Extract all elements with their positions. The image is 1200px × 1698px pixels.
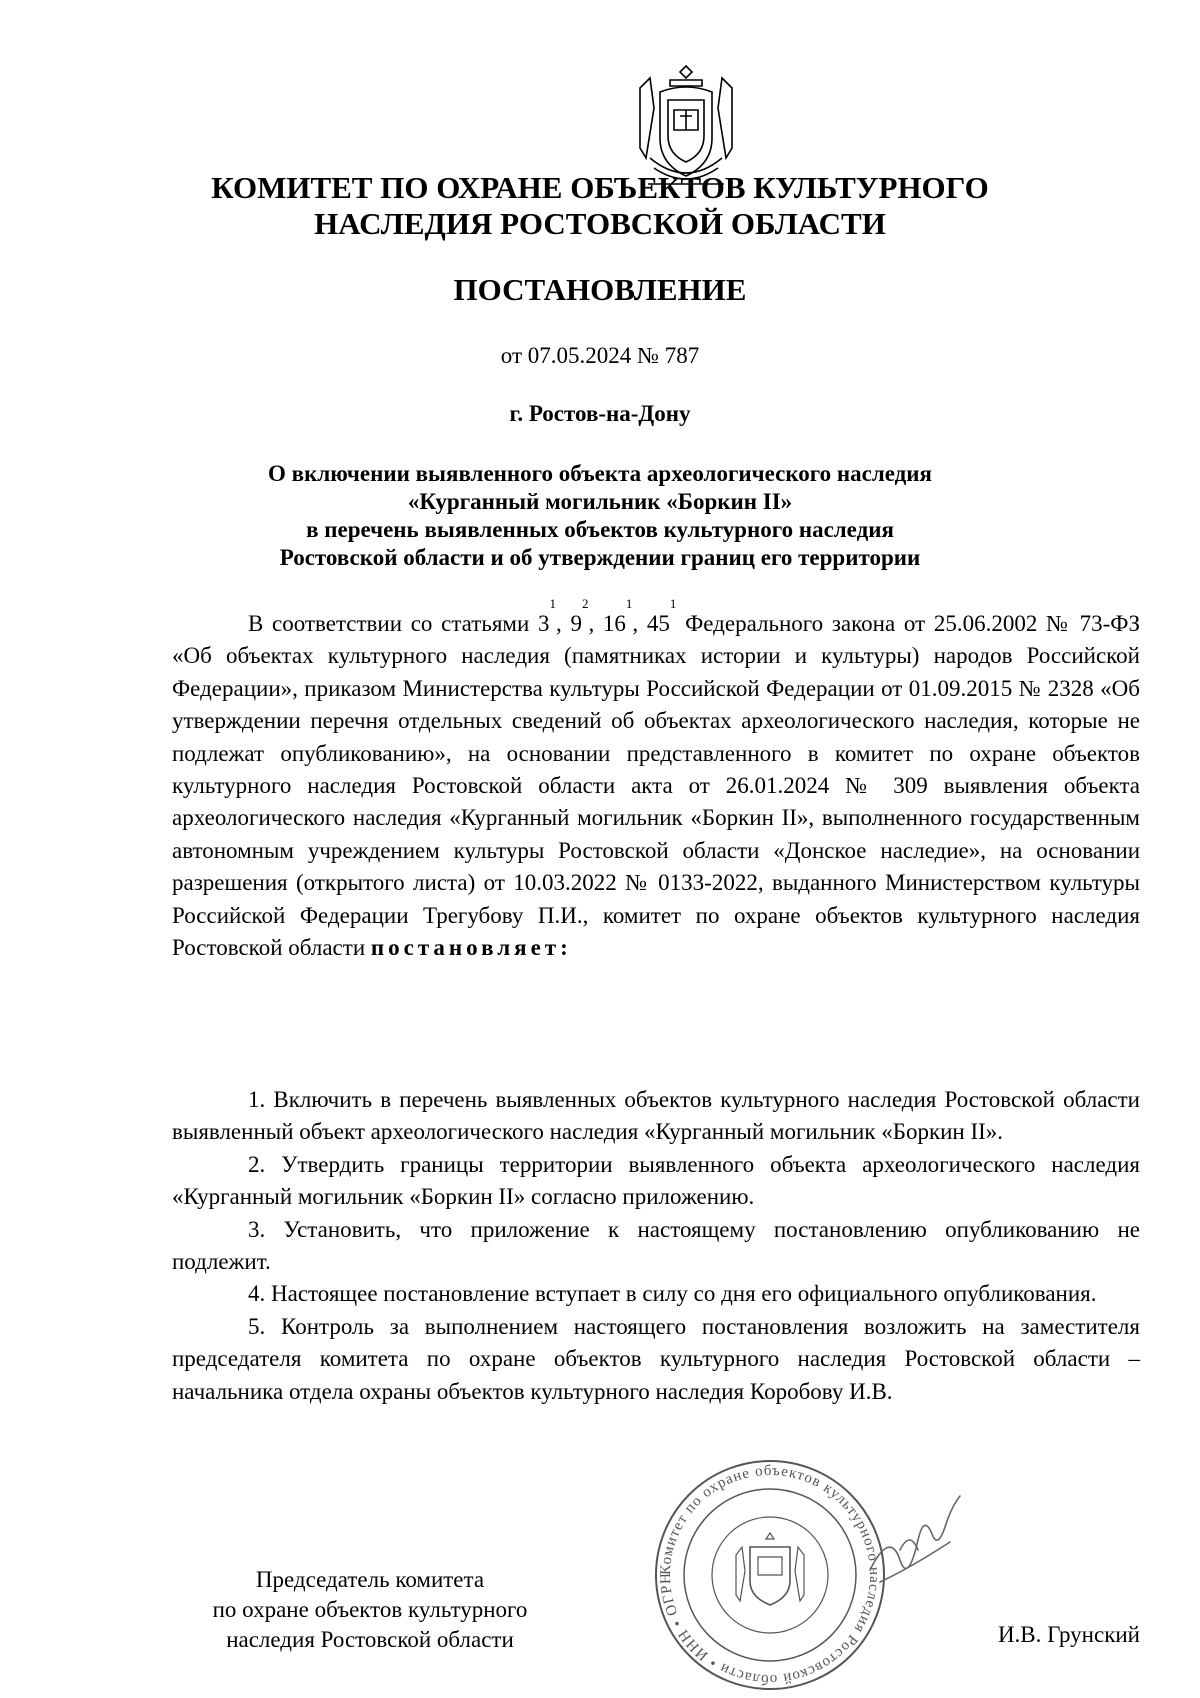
resolution-item: 1. Включить в перечень выявленных объектов культурного наследия Ростовской области выявленный объект археологического наследия «Курганный могильник «Боркин II». <box>172 1087 1140 1145</box>
resolution-item: 3. Установить, что приложение к настоящему постановлению опубликованию не подлежит. <box>172 1216 1140 1275</box>
signer-name: И.В. Грунский <box>997 1622 1140 1647</box>
signer-position-line-3: наследия Ростовской области <box>226 1627 514 1652</box>
signature-icon <box>860 1490 970 1600</box>
preamble-paragraph <box>172 596 1141 964</box>
subject-line-2: «Курганный могильник «Боркин II» <box>407 489 793 514</box>
article-superscript-4: 1 <box>669 596 677 611</box>
preamble-sep-1: , 9 <box>555 611 582 636</box>
seal-text-path: Комитет по охране объектов культурного наследия Ростовской области • ИНН • ОГРН <box>657 1462 883 1688</box>
document-date-number: от 07.05.2024 № 787 <box>500 343 700 368</box>
signer-position-line-1: Председатель комитета <box>255 1567 485 1592</box>
subject-line-1: О включении выявленного объекта археологического наследия <box>268 461 932 486</box>
organization-title <box>150 170 1050 242</box>
article-superscript-1: 1 <box>549 596 556 611</box>
preamble-sep-2: , 16 <box>588 611 626 636</box>
preamble-sep-3: , 45 <box>632 611 670 636</box>
organization-title-line-1: КОМИТЕТ ПО ОХРАНЕ ОБЪЕКТОВ КУЛЬТУРНОГО <box>211 170 989 205</box>
resolves-word: постановляет: <box>370 935 572 961</box>
preamble-rest: Федерального закона от 25.06.2002 № 73-ФЗ «Об объектах культурного наследия (памятниках истории и культуры) народов Российской Федерации», приказом Министерства культуры Российской Федерации от 01.09.2015 № 2328 «Об утверждении перечня отдельных сведений об объектах археологического наследия, которые не подлежат опубликованию», на основании представленного в комитет по охране объектов культурного наследия Ростовской области акта от 26.01.2024 № 309 выявления объекта археологического наследия «Курганный могильник «Боркин II», выполненного государственным автономным учреждением культуры Ростовской области «Донское наследие», на основании разрешения (открытого листа) от 10.03.2022 № 0133-2022, выданного Министерством культуры Российской Федерации Трегубову П.И., комитет по охране объектов культурного наследия Ростовской области <box>172 611 1141 961</box>
resolution-items <box>172 1084 1140 1408</box>
resolution-item: 5. Контроль за выполнением настоящего постановления возложить на заместителя председателя комитета по охране объектов культурного наследия Ростовской области – начальника отдела охраны объектов культурного наследия Коробову И.В. <box>172 1313 1140 1404</box>
resolution-item: 4. Настоящее постановление вступает в силу со дня его официального опубликования. <box>248 1281 1097 1307</box>
subject-line-3: в перечень выявленных объектов культурного наследия <box>306 517 894 542</box>
resolution-item: 2. Утвердить границы территории выявленного объекта археологического наследия «Курганный могильник «Боркин II» согласно приложению. <box>172 1151 1140 1210</box>
document-type: ПОСТАНОВЛЕНИЕ <box>453 272 747 307</box>
official-seal-icon <box>650 1455 890 1695</box>
preamble-intro: В соответствии со статьями 3 <box>248 611 550 636</box>
signer-position-line-2: по охране объектов культурного <box>212 1597 528 1622</box>
document-city: г. Ростов-на-Дону <box>509 401 691 426</box>
subject-line-4: Ростовской области и об утверждении границ его территории <box>279 545 921 570</box>
document-subject <box>150 460 1050 572</box>
article-superscript-3: 1 <box>625 596 633 611</box>
signer-position <box>160 1565 580 1655</box>
article-superscript-2: 2 <box>581 596 589 611</box>
organization-title-line-2: НАСЛЕДИЯ РОСТОВСКОЙ ОБЛАСТИ <box>314 206 886 241</box>
